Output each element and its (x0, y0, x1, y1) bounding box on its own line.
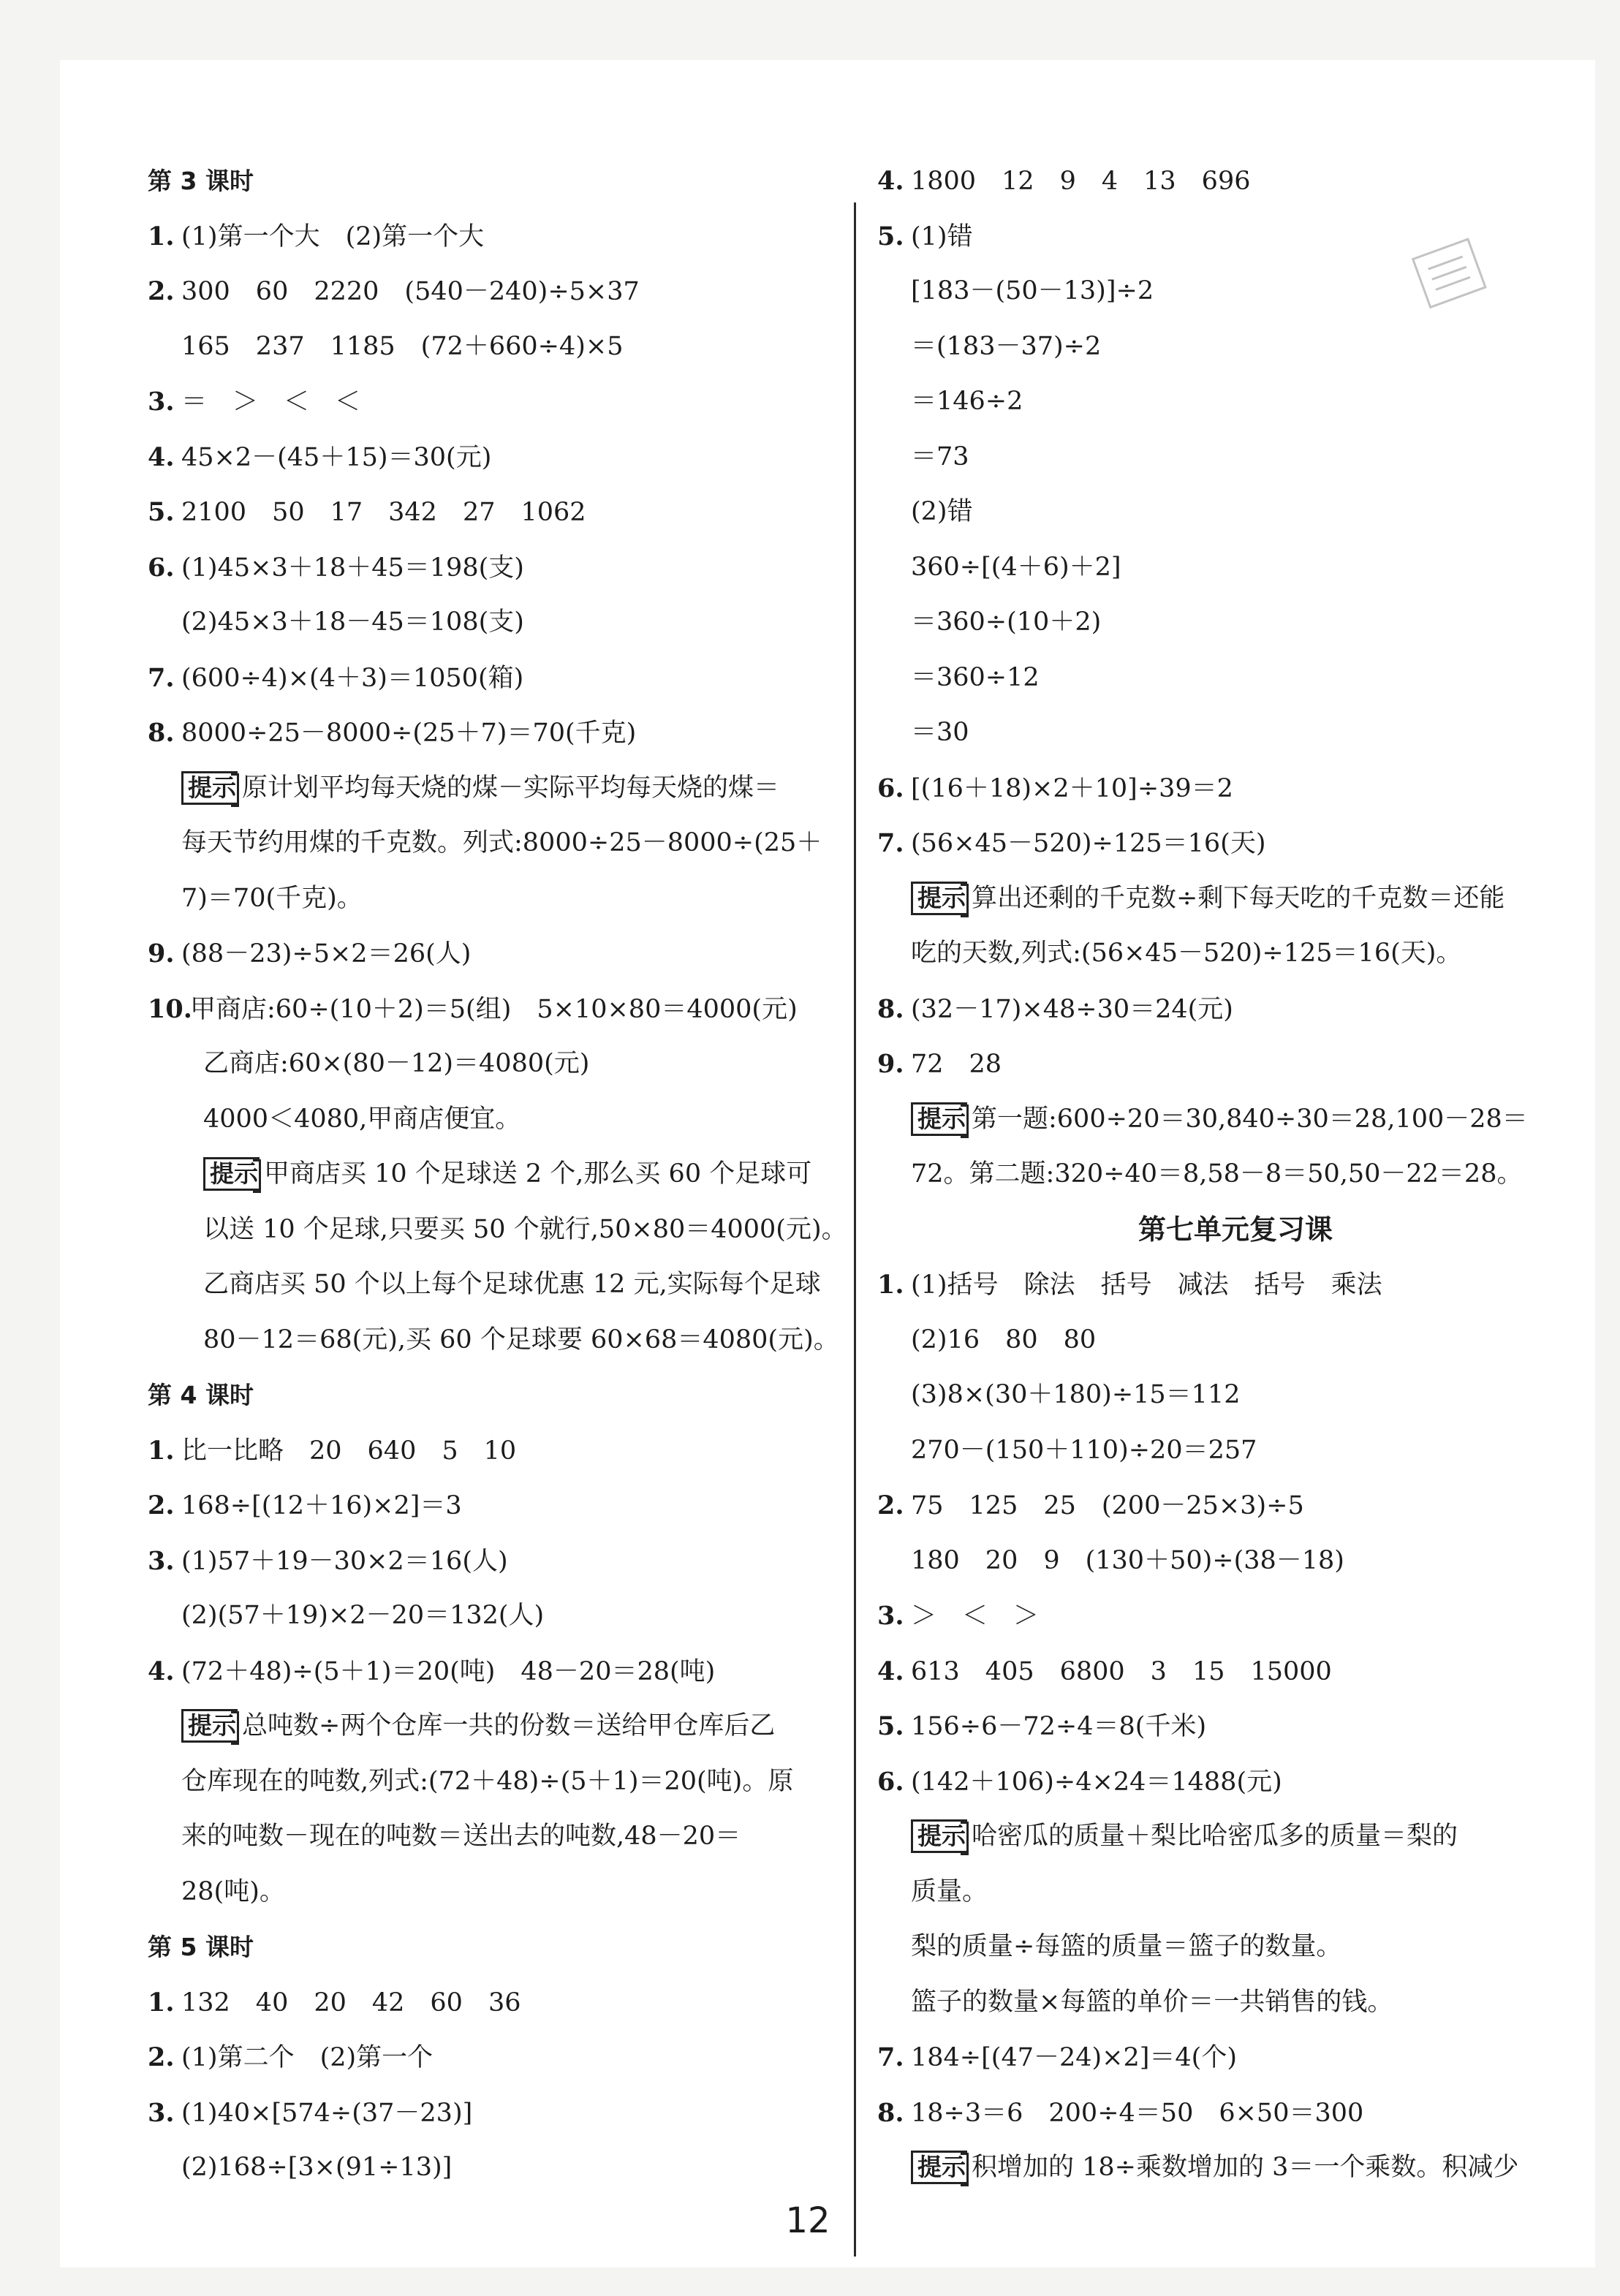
answer-item (148, 430, 849, 485)
item-number: 2. (877, 1490, 904, 1520)
item-number: 1. (148, 1435, 175, 1466)
item-number: 5. (148, 497, 175, 527)
item-number: 5. (877, 221, 904, 251)
hint-text: 提示 (911, 882, 967, 915)
hint-body: 甲商店买 10 个足球送 2 个,那么买 60 个足球可 (264, 1159, 812, 1189)
item-text: 甲商店:60÷(10＋2)＝5(组) 5×10×80＝4000(元) (190, 994, 798, 1024)
continuation-line: ＝146÷2 (911, 387, 1023, 416)
continuation-line: (2)16 80 80 (911, 1325, 1097, 1355)
continuation-line: 质量。 (911, 1876, 988, 1906)
continuation-line: 7)＝70(千克)。 (181, 883, 363, 913)
answer-item (148, 1534, 849, 1589)
item-text: 72 28 (911, 1050, 1002, 1079)
item-text: 1800 12 9 4 13 696 (911, 167, 1251, 196)
item-text: (56×45－520)÷125＝16(天) (911, 829, 1266, 858)
continuation-line: 360÷[(4＋6)＋2] (911, 552, 1121, 582)
continuation-line: ＝73 (911, 442, 969, 471)
item-text: (88－23)÷5×2＝26(人) (181, 939, 472, 969)
hint-text: 提示 (181, 1709, 238, 1743)
item-text: 300 60 2220 (540－240)÷5×37 (181, 277, 640, 306)
hint-line (877, 2140, 1594, 2196)
item-number: 4. (148, 442, 175, 472)
item-number: 7. (148, 662, 175, 693)
item-text: (142＋106)÷4×24＝1488(元) (911, 1767, 1282, 1797)
hint-line (148, 1147, 849, 1202)
continuation-line: 篮子的数量×每篮的单价＝一共销售的钱。 (911, 1987, 1393, 2017)
item-text: (1)括号 除法 括号 减法 括号 乘法 (911, 1270, 1382, 1300)
answer-item (877, 1644, 1594, 1700)
item-number: 6. (148, 552, 175, 583)
page-number: 12 (785, 2200, 830, 2241)
item-number: 2. (148, 276, 175, 306)
item-number: 6. (877, 1766, 904, 1797)
item-text: 18÷3＝6 200÷4＝50 6×50＝300 (911, 2098, 1364, 2128)
answer-item (148, 540, 849, 596)
item-number: 1. (148, 1987, 175, 2017)
answer-item (148, 1975, 849, 2031)
right-column (877, 154, 1594, 2196)
item-text: 168÷[(12＋16)×2]＝3 (181, 1491, 462, 1520)
continuation-line: 80－12＝68(元),买 60 个足球要 60×68＝4080(元)。 (203, 1325, 839, 1355)
hint-text: 提示 (181, 771, 238, 805)
hint-body: 积增加的 18÷乘数增加的 3＝一个乘数。积减少 (972, 2153, 1519, 2182)
continuation-line: (2)45×3＋18－45＝108(支) (181, 607, 524, 637)
item-number: 4. (877, 166, 904, 196)
answer-item (148, 705, 849, 761)
hint-label (911, 871, 972, 927)
answer-item (148, 485, 849, 540)
item-text: 8000÷25－8000÷(25＋7)＝70(千克) (181, 719, 637, 748)
continuation-line: 165 237 1185 (72＋660÷4)×5 (181, 331, 624, 361)
hint-body: 总吨数÷两个仓库一共的份数＝送给甲仓库后乙 (242, 1711, 776, 1740)
hint-body: 算出还剩的千克数÷剩下每天吃的千克数＝还能 (972, 883, 1505, 913)
item-number: 1. (877, 1270, 904, 1300)
hint-text: 提示 (203, 1157, 260, 1191)
item-text: (1)第二个 (2)第一个 (181, 2043, 434, 2072)
answer-item (148, 2085, 849, 2141)
item-number: 3. (877, 1601, 904, 1631)
item-text: (600÷4)×(4＋3)＝1050(箱) (181, 663, 524, 693)
item-text: 613 405 6800 3 15 15000 (911, 1656, 1332, 1686)
lesson-heading: 第 4 课时 (148, 1381, 254, 1409)
continuation-line: 270－(150＋110)÷20＝257 (911, 1435, 1257, 1465)
item-number: 4. (148, 1656, 175, 1686)
hint-text: 提示 (911, 1819, 967, 1853)
answer-item (877, 816, 1594, 871)
hint-body: 哈密瓜的质量＋梨比哈密瓜多的质量＝梨的 (972, 1822, 1458, 1851)
item-number: 7. (877, 2042, 904, 2072)
hint-line (877, 1092, 1594, 1148)
item-number: 3. (148, 387, 175, 417)
continuation-line: 仓库现在的吨数,列式:(72＋48)÷(5＋1)＝20(吨)。原 (181, 1766, 794, 1796)
item-number: 2. (148, 1490, 175, 1520)
continuation-line: (2)168÷[3×(91÷13)] (181, 2153, 453, 2182)
hint-text: 提示 (911, 1102, 967, 1136)
continuation-line: 28(吨)。 (181, 1876, 285, 1906)
continuation-line: 吃的天数,列式:(56×45－520)÷125＝16(天)。 (911, 939, 1462, 968)
item-text: 45×2－(45＋15)＝30(元) (181, 442, 492, 472)
continuation-line: 来的吨数－现在的吨数＝送出去的吨数,48－20＝ (181, 1822, 741, 1851)
item-number: 8. (877, 993, 904, 1024)
answer-item (877, 1478, 1594, 1534)
hint-body: 原计划平均每天烧的煤－实际平均每天烧的煤＝ (242, 773, 780, 803)
continuation-line: 4000＜4080,甲商店便宜。 (203, 1104, 521, 1134)
item-text: 132 40 20 42 60 36 (181, 1988, 521, 2017)
answer-item (877, 2085, 1594, 2141)
hint-label (911, 1809, 972, 1865)
answer-item (877, 1754, 1594, 1810)
continuation-line: ＝360÷12 (911, 662, 1040, 692)
continuation-line: 乙商店买 50 个以上每个足球优惠 12 元,实际每个足球 (203, 1270, 821, 1299)
continuation-line: (3)8×(30＋180)÷15＝112 (911, 1380, 1241, 1409)
item-number: 2. (148, 2042, 175, 2072)
item-text: (32－17)×48÷30＝24(元) (911, 994, 1233, 1024)
answer-item (877, 1037, 1594, 1092)
item-number: 7. (877, 828, 904, 858)
answer-item (148, 1423, 849, 1479)
item-number: 6. (877, 773, 904, 803)
hint-label (911, 1092, 972, 1148)
answer-item (148, 1478, 849, 1534)
answer-item (148, 264, 849, 319)
item-text: 比一比略 20 640 5 10 (181, 1436, 517, 1466)
item-text: (1)错 (911, 221, 973, 251)
continuation-line: ＝360÷(10＋2) (911, 607, 1102, 637)
item-number: 9. (148, 939, 175, 969)
answer-item (877, 1257, 1594, 1313)
lesson-heading: 第 5 课时 (148, 1933, 254, 1961)
continuation-line: [183－(50－13)]÷2 (911, 276, 1154, 306)
continuation-line: (2)错 (911, 497, 973, 526)
continuation-line: 180 20 9 (130＋50)÷(38－18) (911, 1545, 1344, 1575)
hint-text: 提示 (911, 2151, 967, 2184)
continuation-line: ＝(183－37)÷2 (911, 331, 1102, 361)
left-column (148, 154, 849, 2196)
item-number: 3. (148, 2097, 175, 2128)
answer-item (148, 374, 849, 430)
item-number: 3. (148, 1545, 175, 1576)
answer-page (60, 60, 1595, 2267)
hint-line (148, 761, 849, 817)
item-text: [(16＋18)×2＋10]÷39＝2 (911, 773, 1233, 803)
item-number: 8. (148, 718, 175, 748)
hint-body: 第一题:600÷20＝30,840÷30＝28,100－28＝ (972, 1104, 1528, 1134)
item-text: (1)40×[574÷(37－23)] (181, 2098, 473, 2128)
column-divider (854, 202, 856, 2257)
hint-line (877, 871, 1594, 927)
item-number: 8. (877, 2097, 904, 2128)
continuation-line: (2)(57＋19)×2－20＝132(人) (181, 1601, 545, 1630)
answer-item (148, 2030, 849, 2085)
hint-line (148, 1699, 849, 1754)
item-text: ＝ ＞ ＜ ＜ (181, 387, 361, 417)
hint-label (181, 761, 242, 817)
hint-line (877, 1809, 1594, 1865)
answer-item (877, 154, 1594, 209)
continuation-line: 每天节约用煤的千克数。列式:8000÷25－8000÷(25＋ (181, 828, 822, 857)
item-number: 9. (877, 1049, 904, 1079)
item-text: (1)第一个大 (2)第一个大 (181, 221, 485, 251)
continuation-line: 72。第二题:320÷40＝8,58－8＝50,50－22＝28。 (911, 1159, 1523, 1189)
hint-label (181, 1699, 242, 1754)
hint-label (203, 1147, 264, 1202)
item-text: ＞ ＜ ＞ (911, 1602, 1040, 1631)
answer-item (877, 1699, 1594, 1754)
section-title: 第七单元复习课 (1138, 1213, 1333, 1246)
answer-item (877, 1588, 1594, 1644)
continuation-line: ＝30 (911, 718, 969, 747)
item-number: 1. (148, 221, 175, 251)
continuation-line: 乙商店:60×(80－12)＝4080(元) (203, 1049, 590, 1078)
item-text: 156÷6－72÷4＝8(千米) (911, 1712, 1207, 1741)
hint-label (911, 2140, 972, 2196)
answer-item (148, 651, 849, 706)
answer-item (148, 209, 849, 265)
answer-item (877, 2030, 1594, 2085)
answer-item (877, 209, 1594, 265)
answer-item (148, 1644, 849, 1700)
item-text: 75 125 25 (200－25×3)÷5 (911, 1491, 1304, 1520)
answer-item (148, 982, 849, 1037)
item-number: 5. (877, 1711, 904, 1741)
item-text: 184÷[(47－24)×2]＝4(个) (911, 2043, 1237, 2072)
continuation-line: 梨的质量÷每篮的质量＝篮子的数量。 (911, 1932, 1342, 1961)
item-text: (72＋48)÷(5＋1)＝20(吨) 48－20＝28(吨) (181, 1656, 716, 1686)
item-number: 10. (148, 993, 192, 1024)
item-number: 4. (877, 1656, 904, 1686)
item-text: (1)57＋19－30×2＝16(人) (181, 1546, 508, 1576)
answer-item (877, 761, 1594, 817)
item-text: (1)45×3＋18＋45＝198(支) (181, 553, 524, 583)
answer-item (148, 926, 849, 982)
answer-item (877, 982, 1594, 1037)
continuation-line: 以送 10 个足球,只要买 50 个就行,50×80＝4000(元)。 (203, 1214, 847, 1244)
item-text: 2100 50 17 342 27 1062 (181, 498, 586, 527)
lesson-heading: 第 3 课时 (148, 167, 254, 195)
